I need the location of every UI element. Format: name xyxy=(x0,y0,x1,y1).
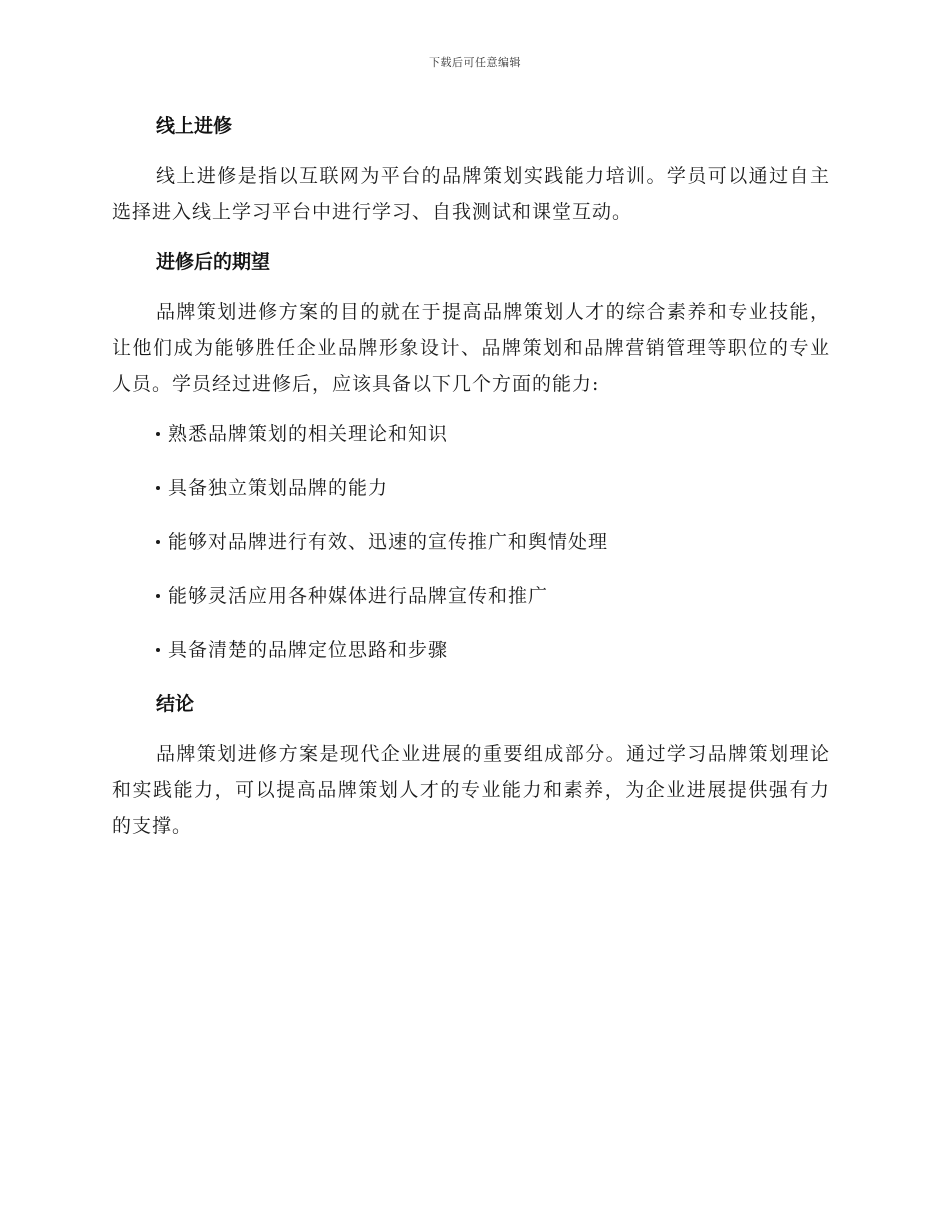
section-conclusion xyxy=(112,686,830,844)
list-item-text: 具备独立策划品牌的能力 xyxy=(168,477,389,499)
document-body xyxy=(112,108,830,858)
paragraph-expectation: 品牌策划进修方案的目的就在于提高品牌策划人才的综合素养和专业技能，让他们成为能够胜任企业品牌形象设计、品牌策划和品牌营销管理等职位的专业人员。学员经过进修后，应该具备以下几个方面的能力: xyxy=(112,301,830,395)
bullet-dot-icon xyxy=(156,648,160,652)
bullet-dot-icon xyxy=(156,486,160,490)
bullet-dot-icon xyxy=(156,594,160,598)
section-heading-online-study: 线上进修 xyxy=(156,115,233,137)
list-item-text: 熟悉品牌策划的相关理论和知识 xyxy=(168,423,449,445)
page-header: 下载后可任意编辑 xyxy=(429,56,521,69)
section-expectation xyxy=(112,244,830,668)
list-item xyxy=(112,470,830,506)
section-online-study xyxy=(112,108,830,230)
list-item xyxy=(112,524,830,560)
section-heading-expectation: 进修后的期望 xyxy=(156,251,271,273)
paragraph-online-study: 线上进修是指以互联网为平台的品牌策划实践能力培训。学员可以通过自主选择进入线上学习平台中进行学习、自我测试和课堂互动。 xyxy=(112,165,830,223)
paragraph-conclusion: 品牌策划进修方案是现代企业进展的重要组成部分。通过学习品牌策划理论和实践能力，可以提高品牌策划人才的专业能力和素养，为企业进展提供强有力的支撑。 xyxy=(112,743,830,837)
list-item-text: 能够对品牌进行有效、迅速的宣传推广和舆情处理 xyxy=(168,531,609,553)
ability-list xyxy=(112,416,830,668)
section-heading-conclusion: 结论 xyxy=(156,693,195,715)
bullet-dot-icon xyxy=(156,540,160,544)
list-item-text: 具备清楚的品牌定位思路和步骤 xyxy=(168,639,449,661)
bullet-dot-icon xyxy=(156,432,160,436)
list-item xyxy=(112,632,830,668)
list-item xyxy=(112,416,830,452)
list-item-text: 能够灵活应用各种媒体进行品牌宣传和推广 xyxy=(168,585,549,607)
list-item xyxy=(112,578,830,614)
